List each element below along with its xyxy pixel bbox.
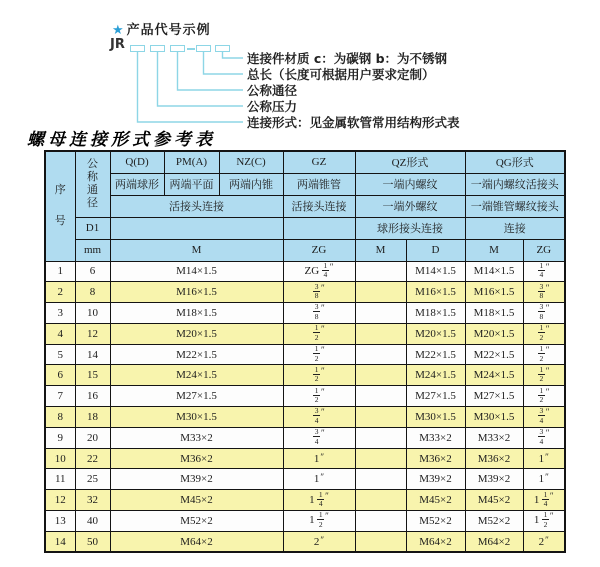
inch-mark: ″ [321, 428, 325, 439]
table-cell: 32 [75, 490, 110, 511]
header-cell: 活接头连接 [283, 195, 355, 217]
table-cell: 6 [75, 261, 110, 282]
table-row [45, 386, 565, 407]
header-cell: 两端球形 [110, 173, 164, 195]
table-cell: M14×1.5 [406, 261, 465, 282]
inch-mark: ″ [321, 303, 325, 314]
fraction-value: $\frac{1}{2}$ [539, 344, 544, 363]
table-cell: M20×1.5 [110, 323, 283, 344]
table-cell: 18 [75, 407, 110, 428]
table-cell: 13 [45, 511, 75, 532]
table-cell: 1 $\frac{1}{4}$ ″ [523, 490, 565, 511]
inch-mark: ″ [321, 365, 325, 376]
table-cell: 14 [45, 531, 75, 552]
table-cell [283, 427, 355, 448]
fraction-value: $\frac{1}{2}$ [318, 510, 323, 529]
table-cell: 1″ [283, 448, 355, 469]
fraction-value: $\frac{1}{2}$ [539, 385, 544, 405]
header-cell: 一端内螺纹活接头 [465, 173, 565, 195]
table-cell: M39×2 [110, 469, 283, 490]
table-cell: M18×1.5 [465, 303, 523, 324]
table-cell: M39×2 [406, 469, 465, 490]
table-cell [283, 344, 355, 365]
header-cell: 一端外螺纹 [355, 195, 465, 217]
table-cell: M20×1.5 [465, 323, 523, 344]
table-cell: 9 [45, 427, 75, 448]
code-legend-length: 总长（长度可根据用户要求定制） [247, 67, 435, 82]
table-cell: M24×1.5 [406, 365, 465, 386]
table-cell: M30×1.5 [110, 407, 283, 428]
table-cell: 8 [45, 407, 75, 428]
inch-mark: ″ [545, 303, 550, 314]
table-cell: 22 [75, 448, 110, 469]
table-cell [523, 344, 565, 365]
header-cell: 一端内螺纹 [355, 173, 465, 195]
table-cell: 1 [45, 261, 75, 282]
code-legend-connection: 连接形式：见金属软管常用结构形式表 [247, 115, 460, 130]
product-code-prefix: JR [110, 37, 125, 52]
table-cell: M39×2 [465, 469, 523, 490]
header-cell: mm [75, 239, 110, 261]
table-cell [355, 323, 406, 344]
table-cell: 1 $\frac{1}{4}$ ″ [283, 490, 355, 511]
code-legend-diameter: 公称通径 [247, 83, 298, 98]
table-cell: M33×2 [406, 427, 465, 448]
table-cell [523, 303, 565, 324]
table-cell: 4 [45, 323, 75, 344]
inch-mark: ″ [545, 472, 549, 483]
table-cell: 12 [75, 323, 110, 344]
header-cell: 序 号 [45, 151, 75, 261]
table-cell: 2″ [523, 531, 565, 552]
header-row [45, 239, 565, 261]
table-cell: 16 [75, 386, 110, 407]
inch-mark: ″ [545, 407, 550, 418]
inch-mark: ″ [545, 261, 550, 272]
table-row [45, 344, 565, 365]
inch-mark: ″ [321, 386, 325, 397]
fraction-value: $\frac{3}{4}$ [314, 427, 319, 446]
table-cell: 25 [75, 469, 110, 490]
table-cell: 2 [45, 282, 75, 303]
table-row [45, 469, 565, 490]
header-cell: 活接头连接 [110, 195, 283, 217]
table-cell [355, 511, 406, 532]
table-cell: M36×2 [406, 448, 465, 469]
table-cell: M27×1.5 [465, 386, 523, 407]
table-cell: 1″ [523, 448, 565, 469]
fraction-value: $\frac{3}{8}$ [314, 302, 319, 321]
fraction-value: $\frac{1}{2}$ [314, 323, 319, 342]
table-row [45, 448, 565, 469]
inch-mark: ″ [545, 365, 550, 376]
table-cell: M16×1.5 [465, 282, 523, 303]
table-cell [523, 407, 565, 428]
table-cell [355, 469, 406, 490]
table-cell: M64×2 [110, 531, 283, 552]
table-row [45, 490, 565, 511]
table-cell [355, 427, 406, 448]
table-cell: 6 [45, 365, 75, 386]
table-cell: M16×1.5 [110, 282, 283, 303]
inch-mark: ″ [320, 472, 325, 483]
table-cell: M22×1.5 [465, 344, 523, 365]
table-cell [355, 282, 406, 303]
table-cell: 40 [75, 511, 110, 532]
inch-mark: ″ [320, 451, 325, 462]
table-cell: 14 [75, 344, 110, 365]
star-icon: ★ [112, 23, 125, 38]
fraction-value: $\frac{3}{8}$ [314, 281, 319, 301]
code-legend-pressure: 公称压力 [247, 99, 298, 114]
product-code-heading-label: 产品代号示例 [126, 23, 211, 38]
table-cell: M22×1.5 [110, 344, 283, 365]
table-row [45, 511, 565, 532]
table-cell [523, 427, 565, 448]
table-cell [355, 303, 406, 324]
fraction-value: $\frac{3}{4}$ [539, 427, 544, 446]
table-row [45, 282, 565, 303]
table-cell [523, 282, 565, 303]
table-cell: 50 [75, 531, 110, 552]
table-cell [283, 407, 355, 428]
table-cell: M22×1.5 [406, 344, 465, 365]
table-cell: 1 $\frac{1}{2}$ ″ [523, 511, 565, 532]
header-cell: D [406, 239, 465, 261]
inch-mark: ″ [320, 534, 325, 545]
table-cell [355, 365, 406, 386]
fraction-value: $\frac{1}{4}$ [318, 489, 323, 509]
inch-mark: ″ [545, 324, 550, 335]
table-cell: 20 [75, 427, 110, 448]
table-cell: M64×2 [465, 531, 523, 552]
table-title: 螺母连接形式参考表 [27, 130, 216, 149]
table-cell: 1″ [523, 469, 565, 490]
table-cell: 1 $\frac{1}{2}$ ″ [283, 511, 355, 532]
fraction-value: $\frac{1}{2}$ [543, 510, 548, 529]
table-cell: M27×1.5 [406, 386, 465, 407]
inch-mark: ″ [545, 428, 550, 439]
table-cell: M20×1.5 [406, 323, 465, 344]
table-cell: M14×1.5 [110, 261, 283, 282]
inch-mark: ″ [545, 345, 550, 356]
header-cell [283, 217, 355, 239]
table-row [45, 323, 565, 344]
table-cell [523, 365, 565, 386]
fraction-value: $\frac{1}{2}$ [314, 344, 319, 363]
header-cell: D1 [75, 217, 110, 239]
inch-mark: ″ [321, 324, 325, 335]
inch-mark: ″ [321, 345, 325, 356]
header-cell: Q(D) [110, 151, 164, 173]
table-cell [355, 344, 406, 365]
table-cell: M27×1.5 [110, 386, 283, 407]
table-cell [283, 323, 355, 344]
table-cell: 8 [75, 282, 110, 303]
inch-mark: ″ [545, 534, 549, 545]
fraction-value: $\frac{3}{8}$ [539, 281, 544, 301]
inch-mark: ″ [329, 261, 334, 272]
header-cell: PM(A) [164, 151, 219, 173]
table-cell [355, 490, 406, 511]
fraction-value: $\frac{1}{2}$ [539, 364, 544, 384]
fraction-value: $\frac{3}{4}$ [539, 406, 544, 425]
header-cell: ZG [523, 239, 565, 261]
fraction-value: $\frac{3}{4}$ [314, 406, 319, 425]
table-cell: M52×2 [110, 511, 283, 532]
table-cell: M18×1.5 [110, 303, 283, 324]
header-cell: 两端内锥 [219, 173, 283, 195]
table-cell: 10 [75, 303, 110, 324]
table-cell: M16×1.5 [406, 282, 465, 303]
header-cell: NZ(C) [219, 151, 283, 173]
inch-mark: ″ [549, 490, 554, 501]
fraction-value: $\frac{1}{4}$ [539, 261, 544, 280]
table-cell [355, 261, 406, 282]
header-cell: M [110, 239, 283, 261]
table-cell: M64×2 [406, 531, 465, 552]
inch-mark: ″ [549, 511, 554, 522]
header-cell: M [355, 239, 406, 261]
table-cell: M30×1.5 [465, 407, 523, 428]
table-cell [355, 448, 406, 469]
header-cell: QG形式 [465, 151, 565, 173]
header-cell: 公 称 通 径 [75, 151, 110, 217]
table-row [45, 303, 565, 324]
table-cell: 11 [45, 469, 75, 490]
table-cell: 10 [45, 448, 75, 469]
fraction-value: $\frac{1}{4}$ [543, 489, 548, 509]
inch-mark: ″ [325, 490, 329, 501]
header-cell: M [465, 239, 523, 261]
table-cell [523, 386, 565, 407]
table-row [45, 531, 565, 552]
header-cell: 连接 [465, 217, 565, 239]
header-row [45, 151, 565, 173]
table-cell: 7 [45, 386, 75, 407]
header-cell: QZ形式 [355, 151, 465, 173]
header-cell [110, 217, 283, 239]
inch-mark: ″ [545, 282, 550, 293]
table-cell [283, 282, 355, 303]
table-row [45, 407, 565, 428]
table-cell: M45×2 [465, 490, 523, 511]
inch-mark: ″ [545, 386, 550, 397]
inch-mark: ″ [325, 511, 329, 522]
header-row [45, 217, 565, 239]
table-cell: M52×2 [465, 511, 523, 532]
inch-mark: ″ [321, 407, 325, 418]
table-row [45, 427, 565, 448]
header-cell: 一端锥管螺纹接头 [465, 195, 565, 217]
table-cell: M36×2 [110, 448, 283, 469]
fraction-value: $\frac{1}{2}$ [539, 323, 544, 342]
code-legend-material: 连接件材质 c：为碳钢 b：为不锈钢 [247, 51, 448, 66]
header-cell: 两端平面 [164, 173, 219, 195]
table-cell: 12 [45, 490, 75, 511]
fraction-value: $\frac{1}{2}$ [314, 364, 319, 384]
table-cell: M33×2 [465, 427, 523, 448]
fraction-value: $\frac{1}{4}$ [323, 261, 328, 280]
header-row [45, 173, 565, 195]
table-cell: M24×1.5 [465, 365, 523, 386]
table-cell [523, 323, 565, 344]
table-cell: M18×1.5 [406, 303, 465, 324]
table-cell [355, 531, 406, 552]
table-cell [283, 386, 355, 407]
header-cell: 两端锥管 [283, 173, 355, 195]
table-cell [283, 365, 355, 386]
table-cell: 1″ [283, 469, 355, 490]
table-cell: M36×2 [465, 448, 523, 469]
table-cell: M45×2 [406, 490, 465, 511]
table-cell: 15 [75, 365, 110, 386]
header-cell: ZG [283, 239, 355, 261]
table-cell: M52×2 [406, 511, 465, 532]
table-cell: ZG $\frac{1}{4}$ ″ [283, 261, 355, 282]
table-cell [355, 386, 406, 407]
table-cell [283, 303, 355, 324]
table-cell: 5 [45, 344, 75, 365]
fraction-value: $\frac{1}{2}$ [314, 385, 319, 405]
inch-mark: ″ [321, 282, 325, 293]
table-cell: 3 [45, 303, 75, 324]
table-cell: 2″ [283, 531, 355, 552]
nut-connection-reference-table [44, 150, 566, 553]
table-row [45, 261, 565, 282]
table-cell: M45×2 [110, 490, 283, 511]
table-cell [523, 261, 565, 282]
header-cell: 球形接头连接 [355, 217, 465, 239]
table-cell: M30×1.5 [406, 407, 465, 428]
inch-mark: ″ [545, 451, 549, 462]
table-cell [355, 407, 406, 428]
header-row [45, 195, 565, 217]
table-cell: M24×1.5 [110, 365, 283, 386]
table-cell: M14×1.5 [465, 261, 523, 282]
table-cell: M33×2 [110, 427, 283, 448]
table-row [45, 365, 565, 386]
header-cell: GZ [283, 151, 355, 173]
fraction-value: $\frac{3}{8}$ [539, 302, 544, 321]
